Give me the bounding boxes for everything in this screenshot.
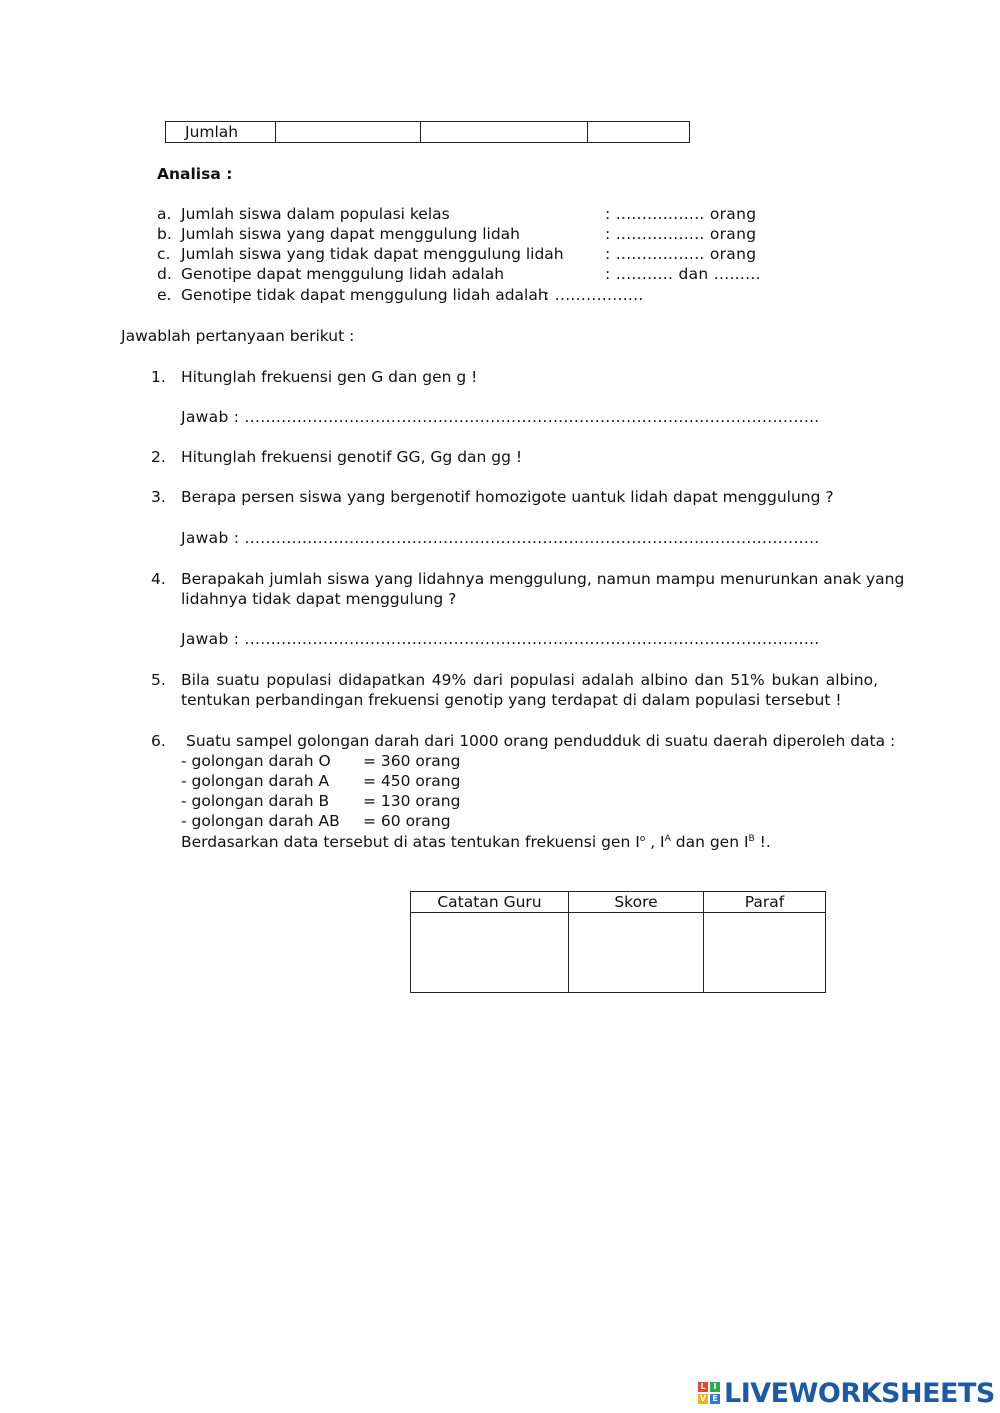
blood-group-label: - golongan darah B bbox=[181, 792, 330, 810]
answer-line[interactable]: Jawab : .............................................................................................................. bbox=[181, 630, 820, 648]
question-text: Hitunglah frekuensi genotif GG, Gg dan gg ! bbox=[181, 448, 523, 466]
grade-header-score: Skore bbox=[569, 892, 704, 913]
analysis-heading: Analisa : bbox=[157, 165, 233, 183]
analysis-letter: e. bbox=[157, 286, 172, 304]
analysis-letter: c. bbox=[157, 245, 171, 263]
analysis-letter: a. bbox=[157, 205, 172, 223]
q6-conclusion-mid1: , I bbox=[645, 833, 665, 851]
sup-b: B bbox=[748, 833, 755, 844]
grade-table bbox=[410, 891, 826, 993]
analysis-letter: d. bbox=[157, 265, 172, 283]
top-table-cell-3[interactable] bbox=[588, 122, 690, 143]
analysis-item-text: Jumlah siswa dalam populasi kelas bbox=[181, 205, 450, 223]
question-number: 5. bbox=[151, 671, 166, 689]
question-number: 1. bbox=[151, 368, 166, 386]
top-table bbox=[165, 121, 690, 143]
grade-header-signature: Paraf bbox=[704, 892, 826, 913]
blood-group-value: = 360 orang bbox=[363, 752, 461, 770]
question-number: 4. bbox=[151, 570, 166, 588]
analysis-answer[interactable]: : ................. orang bbox=[605, 245, 757, 263]
question-number: 3. bbox=[151, 488, 166, 506]
q6-conclusion bbox=[181, 832, 771, 852]
logo-mark-letter: I bbox=[710, 1382, 720, 1392]
question-text-line1: Bila suatu populasi didapatkan 49% dari populasi adalah albino dan 51% bukan albino, bbox=[181, 671, 878, 689]
grade-cell-signature[interactable] bbox=[704, 913, 826, 993]
logo-mark-letter: L bbox=[698, 1382, 708, 1392]
answer-line[interactable]: Jawab : .............................................................................................................. bbox=[181, 529, 820, 547]
logo-text: LIVEWORKSHEETS bbox=[724, 1377, 995, 1409]
blood-group-label: - golongan darah AB bbox=[181, 812, 340, 830]
top-table-cell-2[interactable] bbox=[421, 122, 588, 143]
questions-intro: Jawablah pertanyaan berikut : bbox=[121, 327, 355, 345]
liveworksheets-logo[interactable] bbox=[698, 1376, 995, 1410]
question-text-line2: tentukan perbandingan frekuensi genotip yang terdapat di dalam populasi tersebut ! bbox=[181, 691, 842, 709]
analysis-answer[interactable]: : ................. orang bbox=[605, 225, 757, 243]
top-table-cell-1[interactable] bbox=[276, 122, 421, 143]
question-text: Suatu sampel golongan darah dari 1000 orang pendudduk di suatu daerah diperoleh data : bbox=[186, 732, 896, 750]
logo-mark-icon bbox=[698, 1382, 720, 1404]
logo-mark-letter: E bbox=[710, 1394, 720, 1404]
analysis-answer[interactable]: : ........... dan ......... bbox=[605, 265, 761, 283]
question-text: Hitunglah frekuensi gen G dan gen g ! bbox=[181, 368, 478, 386]
top-table-label: Jumlah bbox=[166, 122, 276, 143]
analysis-answer[interactable]: : ................. bbox=[544, 286, 644, 304]
q6-conclusion-mid2: dan gen I bbox=[670, 833, 749, 851]
question-text-line1: Berapakah jumlah siswa yang lidahnya menggulung, namun mampu menurunkan anak yang bbox=[181, 570, 905, 588]
analysis-item-text: Genotipe dapat menggulung lidah adalah bbox=[181, 265, 505, 283]
question-number: 6. bbox=[151, 732, 166, 750]
blood-group-value: = 60 orang bbox=[363, 812, 451, 830]
blood-group-value: = 450 orang bbox=[363, 772, 461, 790]
blood-group-label: - golongan darah A bbox=[181, 772, 330, 790]
analysis-item-text: Jumlah siswa yang tidak dapat menggulung lidah bbox=[181, 245, 564, 263]
blood-group-value: = 130 orang bbox=[363, 792, 461, 810]
analysis-letter: b. bbox=[157, 225, 172, 243]
grade-cell-score[interactable] bbox=[569, 913, 704, 993]
analysis-item-text: Genotipe tidak dapat menggulung lidah adalah bbox=[181, 286, 548, 304]
grade-cell-notes[interactable] bbox=[411, 913, 569, 993]
grade-header-notes: Catatan Guru bbox=[411, 892, 569, 913]
question-number: 2. bbox=[151, 448, 166, 466]
question-text-line2: lidahnya tidak dapat menggulung ? bbox=[181, 590, 457, 608]
logo-mark-letter: V bbox=[699, 1394, 707, 1403]
q6-conclusion-prefix: Berdasarkan data tersebut di atas tentukan frekuensi gen I bbox=[181, 833, 640, 851]
sup-o: o bbox=[639, 833, 646, 844]
analysis-answer[interactable]: : ................. orang bbox=[605, 205, 757, 223]
answer-line[interactable]: Jawab : .............................................................................................................. bbox=[181, 408, 820, 426]
analysis-item-text: Jumlah siswa yang dapat menggulung lidah bbox=[181, 225, 521, 243]
q6-conclusion-suffix: !. bbox=[754, 833, 771, 851]
question-text: Berapa persen siswa yang bergenotif homozigote uantuk lidah dapat menggulung ? bbox=[181, 488, 834, 506]
blood-group-label: - golongan darah O bbox=[181, 752, 331, 770]
sup-a: A bbox=[664, 833, 671, 844]
